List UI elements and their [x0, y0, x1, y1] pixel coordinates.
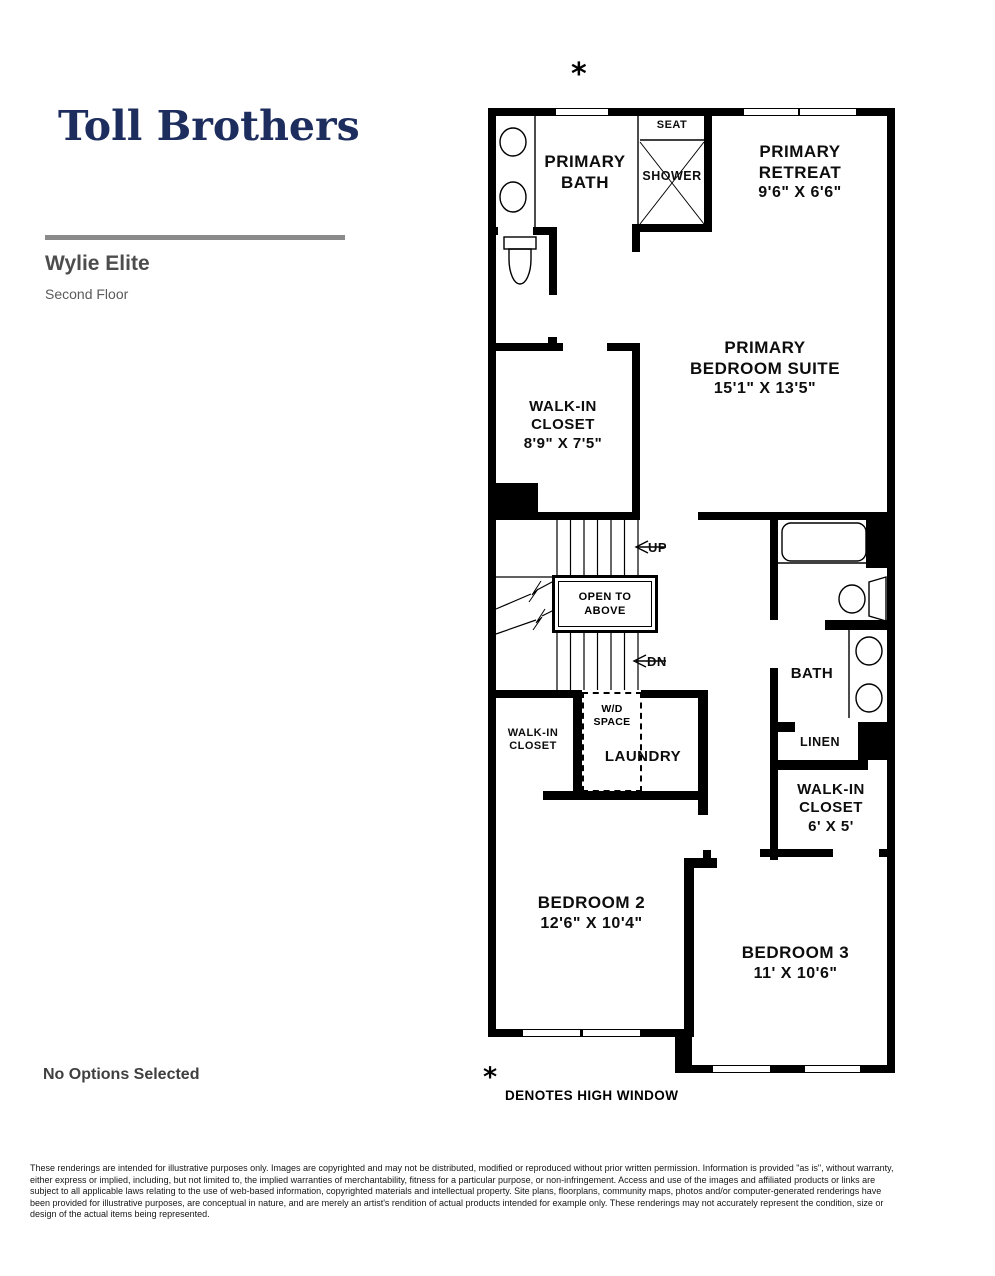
toll-brothers-logo: Toll Brothers	[58, 102, 360, 150]
window	[583, 1029, 640, 1037]
wall	[632, 343, 640, 520]
window	[800, 108, 856, 116]
wall	[703, 850, 711, 858]
wall	[488, 791, 496, 800]
wall	[770, 760, 868, 770]
room-label-walk-in-closet-2: WALK-IN CLOSET	[507, 727, 559, 753]
window	[523, 1029, 580, 1037]
disclaimer-text: These renderings are intended for illustrative purposes only. Images are copyrighted and may not be distributed, modified or reproduced without prior written permission. Information is provided "as is", without warranty, either express or implied, including, but not limited to, the implied warranties of merchantability, fitness for a particular purpose, or non-infringement. Access and use of the images and affiliated products or links are subject to all applicable laws relating to the use of web-based information, copyrighted materials and intellectual property. Site plans, floorplans, community maps, photos and/or computer-generated renderings have been provided for illustrative purposes, are conceptual in nature, and are merely an artist's rendition of actual products intended for example only. These renderings may not accurately represent the condition, size or design of the actual items being represented.	[30, 1163, 894, 1219]
plan-name: Wylie Elite	[45, 252, 150, 275]
wall	[858, 722, 887, 760]
room-label-primary-bedroom-suite: PRIMARY BEDROOM SUITE 15'1" X 13'5"	[689, 338, 841, 398]
window	[805, 1065, 860, 1073]
room-label-primary-walk-in-closet: WALK-IN CLOSET 8'9" X 7'5"	[523, 398, 603, 452]
stairs-down-label: DN	[647, 654, 667, 669]
wall	[488, 108, 496, 1037]
wall	[879, 849, 895, 857]
legend-text: DENOTES HIGH WINDOW	[505, 1088, 679, 1103]
legend-asterisk: *	[483, 1062, 498, 1093]
open-to-above-box	[552, 575, 658, 633]
wall	[866, 518, 887, 568]
wall	[887, 108, 895, 1073]
wall	[632, 224, 712, 232]
room-label-bath: BATH	[790, 665, 834, 682]
room-label-seat: SEAT	[656, 119, 688, 131]
wall	[684, 858, 694, 1037]
bath-vanity-sinks-icon	[849, 630, 882, 718]
stair-break-lines	[496, 577, 554, 634]
room-label-linen: LINEN	[800, 735, 840, 749]
wall	[632, 232, 640, 252]
wall	[488, 483, 538, 520]
wall	[698, 512, 887, 520]
wall	[770, 760, 778, 857]
wall	[488, 227, 498, 235]
wall	[825, 620, 887, 630]
wall	[548, 337, 557, 343]
toilet-icon	[839, 577, 886, 621]
window	[744, 108, 798, 116]
bathtub-icon	[777, 523, 868, 563]
room-label-bedroom-3: BEDROOM 3 11' X 10'6"	[741, 943, 850, 982]
wall	[538, 512, 640, 520]
wall	[549, 227, 557, 295]
wall	[770, 722, 795, 732]
wall	[573, 690, 582, 800]
floor-name: Second Floor	[45, 286, 129, 302]
wall	[488, 690, 573, 698]
wall	[770, 512, 778, 620]
room-label-primary-retreat: PRIMARY RETREAT 9'6" X 6'6"	[758, 142, 842, 202]
open-to-above-label: OPEN TO ABOVE	[558, 581, 652, 627]
room-label-bedroom-2: BEDROOM 2 12'6" X 10'4"	[537, 893, 646, 932]
options-status: No Options Selected	[43, 1066, 200, 1083]
high-window-marker: *	[571, 57, 587, 92]
wall	[543, 791, 708, 800]
wall	[760, 849, 833, 857]
toilet-icon	[504, 237, 536, 284]
room-label-laundry: LAUNDRY	[604, 748, 682, 765]
room-label-primary-bath: PRIMARY BATH	[544, 152, 626, 192]
window	[556, 108, 608, 116]
room-label-walk-in-closet-3: WALK-IN CLOSET 6' X 5'	[797, 781, 865, 835]
room-label-shower: SHOWER	[642, 169, 702, 183]
stairs-up-label: UP	[648, 540, 668, 555]
wall	[488, 343, 563, 351]
wd-space-box: W/D SPACE	[582, 692, 642, 792]
window	[713, 1065, 770, 1073]
